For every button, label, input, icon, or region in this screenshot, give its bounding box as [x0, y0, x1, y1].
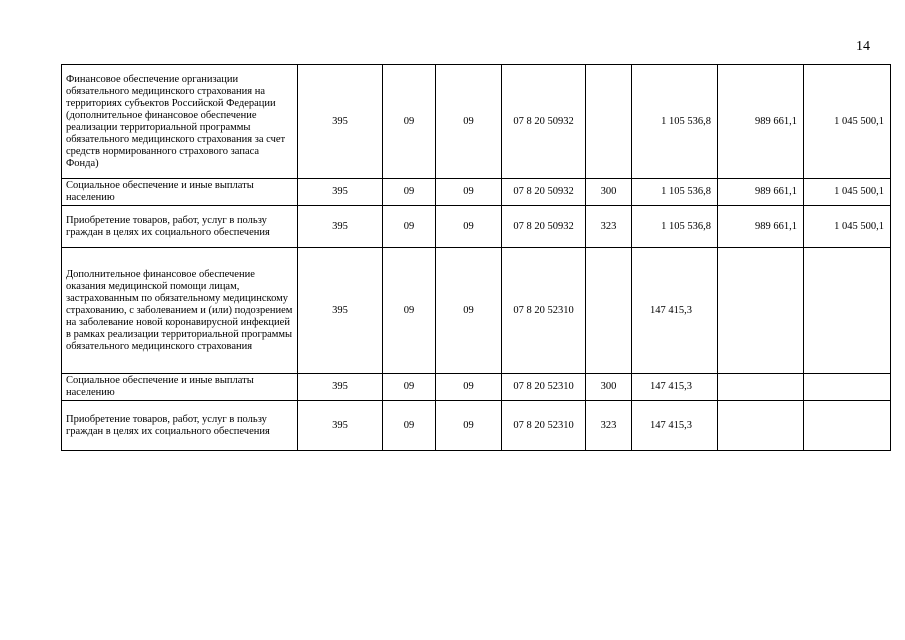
ministry-code-cell: 395 — [298, 248, 383, 374]
target-article-cell: 07 8 20 50932 — [502, 179, 586, 206]
expense-type-cell: 323 — [586, 206, 632, 248]
target-article-cell: 07 8 20 52310 — [502, 401, 586, 451]
section-code-cell: 09 — [383, 179, 436, 206]
table-row — [62, 65, 891, 179]
sum-year2-cell: 989 661,1 — [718, 65, 804, 179]
ministry-code-cell: 395 — [298, 401, 383, 451]
sum-year3-cell: 1 045 500,1 — [804, 65, 891, 179]
sum-year1-cell: 147 415,3 — [632, 374, 718, 401]
ministry-code-cell: 395 — [298, 374, 383, 401]
section-code-cell: 09 — [383, 401, 436, 451]
target-article-cell: 07 8 20 50932 — [502, 65, 586, 179]
sum-year2-cell: 989 661,1 — [718, 179, 804, 206]
sum-year2-cell — [718, 401, 804, 451]
subsection-code-cell: 09 — [436, 248, 502, 374]
sum-year1-cell: 147 415,3 — [632, 248, 718, 374]
sum-year2-cell — [718, 248, 804, 374]
ministry-code-cell: 395 — [298, 206, 383, 248]
row-name-cell: Дополнительное финансовое обеспечение оказания медицинской помощи лицам, застрахованным по обязательному медицинскому страхованию, с заболеванием и (или) подозрением на заболевание новой коронавирусной инфекцией в рамках реализации территориальной программы обязательного медицинского страхования — [62, 248, 298, 374]
row-name-cell: Приобретение товаров, работ, услуг в пользу граждан в целях их социального обеспечения — [62, 401, 298, 451]
expense-type-cell — [586, 248, 632, 374]
sum-year1-cell: 1 105 536,8 — [632, 206, 718, 248]
target-article-cell: 07 8 20 50932 — [502, 206, 586, 248]
row-name-cell: Социальное обеспечение и иные выплаты населению — [62, 374, 298, 401]
sum-year2-cell — [718, 374, 804, 401]
sum-year1-cell: 1 105 536,8 — [632, 65, 718, 179]
target-article-cell: 07 8 20 52310 — [502, 248, 586, 374]
ministry-code-cell: 395 — [298, 179, 383, 206]
section-code-cell: 09 — [383, 206, 436, 248]
section-code-cell: 09 — [383, 248, 436, 374]
expense-type-cell: 323 — [586, 401, 632, 451]
expense-type-cell: 300 — [586, 374, 632, 401]
sum-year3-cell — [804, 401, 891, 451]
expense-type-cell — [586, 65, 632, 179]
subsection-code-cell: 09 — [436, 206, 502, 248]
sum-year1-cell: 147 415,3 — [632, 401, 718, 451]
sum-year3-cell: 1 045 500,1 — [804, 206, 891, 248]
sum-year3-cell — [804, 248, 891, 374]
section-code-cell: 09 — [383, 65, 436, 179]
subsection-code-cell: 09 — [436, 65, 502, 179]
table-row — [62, 179, 891, 206]
row-name-cell: Социальное обеспечение и иные выплаты населению — [62, 179, 298, 206]
row-name-cell: Финансовое обеспечение организации обязательного медицинского страхования на территориях субъектов Российской Федерации (дополнительное финансовое обеспечение реализации территориальной программы обязательного медицинского страхования за счет средств нормированного страхового запаса Фонда) — [62, 65, 298, 179]
table-row — [62, 248, 891, 374]
row-name-cell: Приобретение товаров, работ, услуг в пользу граждан в целях их социального обеспечения — [62, 206, 298, 248]
table-row — [62, 206, 891, 248]
sum-year2-cell: 989 661,1 — [718, 206, 804, 248]
table-row — [62, 374, 891, 401]
sum-year1-cell: 1 105 536,8 — [632, 179, 718, 206]
section-code-cell: 09 — [383, 374, 436, 401]
target-article-cell: 07 8 20 52310 — [502, 374, 586, 401]
subsection-code-cell: 09 — [436, 401, 502, 451]
sum-year3-cell — [804, 374, 891, 401]
table-row — [62, 401, 891, 451]
expense-type-cell: 300 — [586, 179, 632, 206]
sum-year3-cell: 1 045 500,1 — [804, 179, 891, 206]
subsection-code-cell: 09 — [436, 374, 502, 401]
subsection-code-cell: 09 — [436, 179, 502, 206]
ministry-code-cell: 395 — [298, 65, 383, 179]
page-number: 14 — [856, 39, 870, 54]
budget-table — [61, 64, 891, 451]
